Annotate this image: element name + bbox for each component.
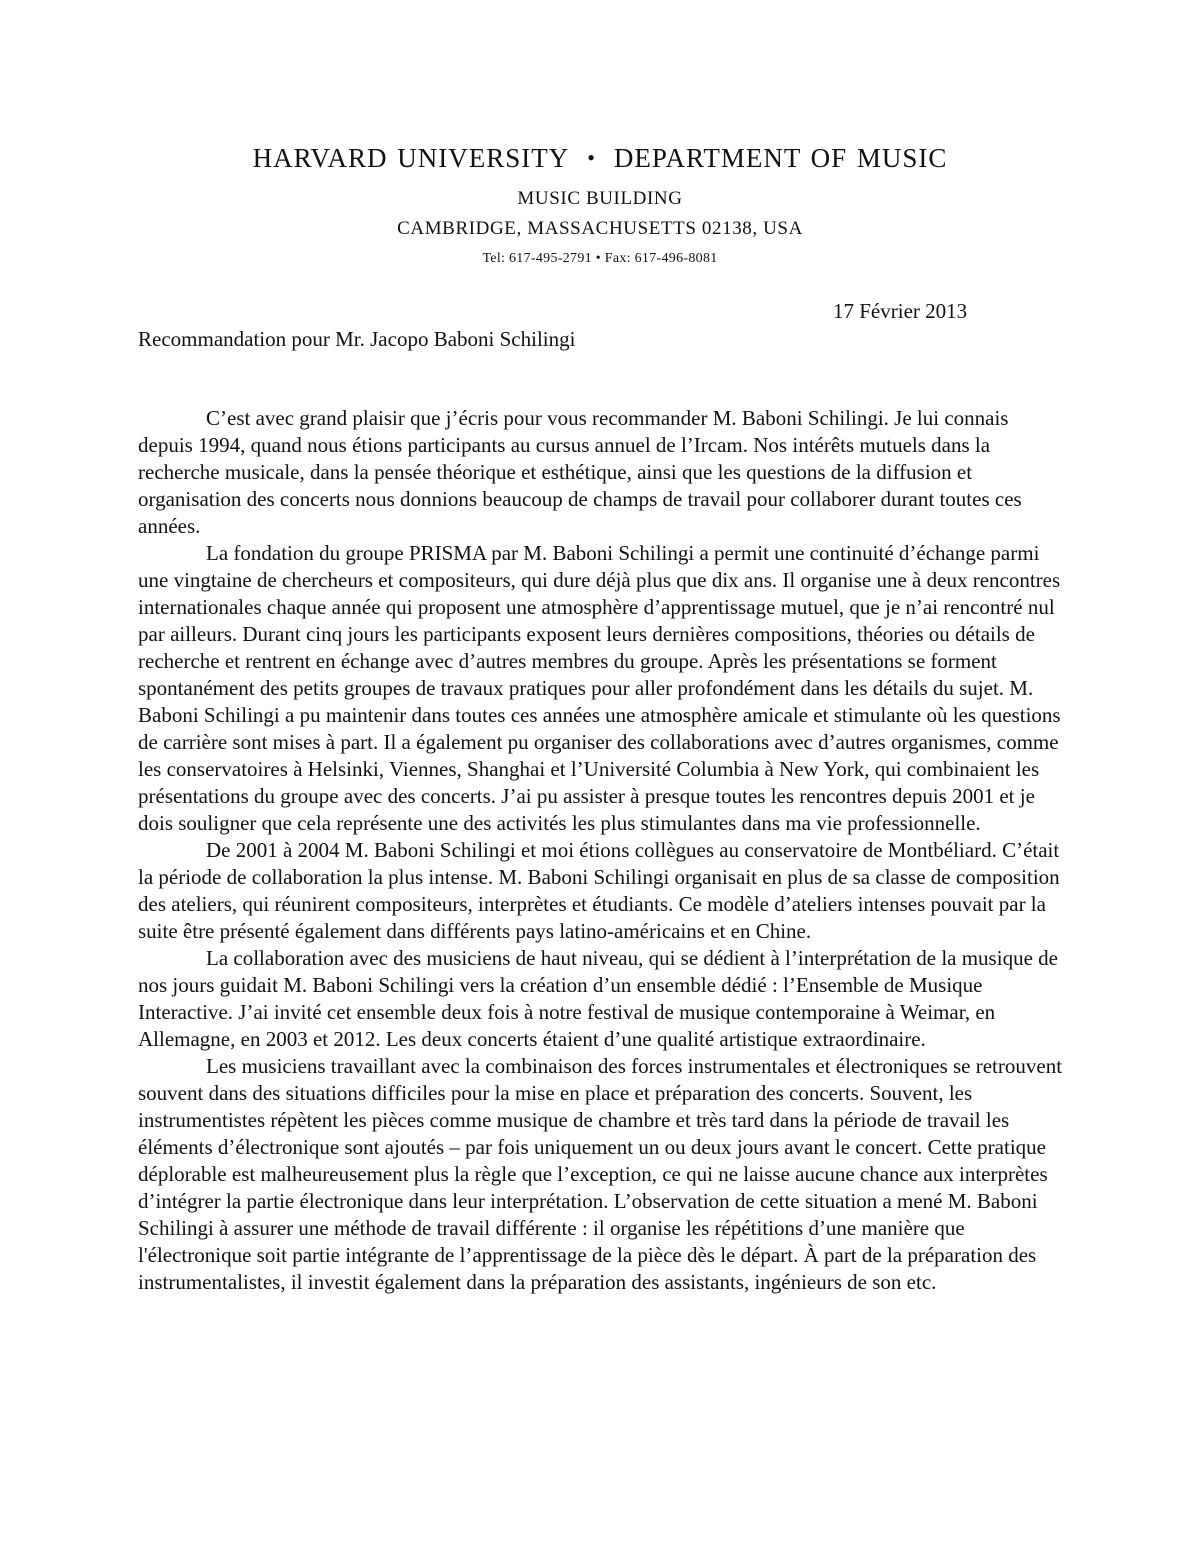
letterhead-title <box>0 140 1200 178</box>
body-paragraph: Les musiciens travaillant avec la combinaison des forces instrumentales et électroniques se retrouvent souvent dans des situations difficiles pour la mise en place et préparation des concerts. Souvent, les instrumentistes répètent les pièces comme musique de chambre et très tard dans la période de travail les éléments d’électronique sont ajoutés – par fois uniquement un ou deux jours avant le concert. Cette pratique déplorable est malheureusement plus la règle que l’exception, ce qui ne laisse aucune chance aux interprètes d’intégrer la partie électronique dans leur interprétation. L’observation de cette situation a mené M. Baboni Schilingi à assurer une méthode de travail différente : il organise les répétitions d’une manière que l'électronique soit partie intégrante de l’apprentissage de la pièce dès le départ. À part de la préparation des instrumentalistes, il investit également dans la préparation des assistants, ingénieurs de son etc. <box>138 1054 1063 1294</box>
separator-bullet: • <box>587 145 596 170</box>
body-paragraph: La fondation du groupe PRISMA par M. Baboni Schilingi a permit une continuité d’échange parmi une vingtaine de chercheurs et compositeurs, qui dure déjà plus que dix ans. Il organise une à deux rencontres internationales chaque année qui proposent une atmosphère d’apprentissage mutuel, que je n’ai rencontré nul par ailleurs. Durant cinq jours les participants exposent leurs dernières compositions, théories ou détails de recherche et rentrent en échange avec d’autres membres du groupe. Après les présentations se forment spontanément des petits groupes de travaux pratiques pour aller profondément dans les détails du sujet. M. Baboni Schilingi a pu maintenir dans toutes ces années une atmosphère amicale et stimulante où les questions de carrière sont mises à part. Il a également pu organiser des collaborations avec d’autres organismes, comme les conservatoires à Helsinki, Viennes, Shanghai et l’Université Columbia à New York, qui combinaient les présentations du groupe avec des concerts. J’ai pu assister à presque toutes les rencontres depuis 2001 et je dois souligner que cela représente une des activités les plus stimulantes dans ma vie professionnelle. <box>138 541 1061 835</box>
letterhead <box>0 140 1200 270</box>
body-paragraph: C’est avec grand plaisir que j’écris pour vous recommander M. Baboni Schilingi. Je lui connais depuis 1994, quand nous étions participants au cursus annuel de l’Ircam. Nos intérêts mutuels dans la recherche musicale, dans la pensée théorique et esthétique, ainsi que les questions de la diffusion et organisation des concerts nous donnions beaucoup de champs de travail pour collaborer durant toutes ces années. <box>138 406 1022 538</box>
body-paragraph: La collaboration avec des musiciens de haut niveau, qui se dédient à l’interprétation de la musique de nos jours guidait M. Baboni Schilingi vers la création d’un ensemble dédié : l’Ensemble de Musique Interactive. J’ai invité cet ensemble deux fois à notre festival de musique contemporaine à Weimar, en Allemagne, en 2003 et 2012. Les deux concerts étaient d’une qualité artistique extraordinaire. <box>138 946 1058 1051</box>
postal-address: CAMBRIDGE, MASSACHUSETTS 02138, USA <box>397 218 803 239</box>
building-name: MUSIC BUILDING <box>517 188 683 209</box>
university-name: HARVARD UNIVERSITY <box>252 143 570 173</box>
body-paragraph: De 2001 à 2004 M. Baboni Schilingi et moi étions collègues au conservatoire de Montbéliard. C’était la période de collaboration la plus intense. M. Baboni Schilingi organisait en plus de sa classe de composition des ateliers, qui réunirent compositeurs, interprètes et étudiants. Ce modèle d’ateliers intenses pouvait par la suite être présenté également dans différents pays latino-américains et en Chine. <box>138 838 1060 943</box>
letter-subject: Recommandation pour Mr. Jacopo Baboni Schilingi <box>138 327 576 351</box>
letter-body <box>138 405 1063 1296</box>
contact-line: Tel: 617-495-2791 • Fax: 617-496-8081 <box>482 251 718 266</box>
department-name: DEPARTMENT OF MUSIC <box>613 143 948 173</box>
letter-date: 17 Février 2013 <box>833 299 968 323</box>
